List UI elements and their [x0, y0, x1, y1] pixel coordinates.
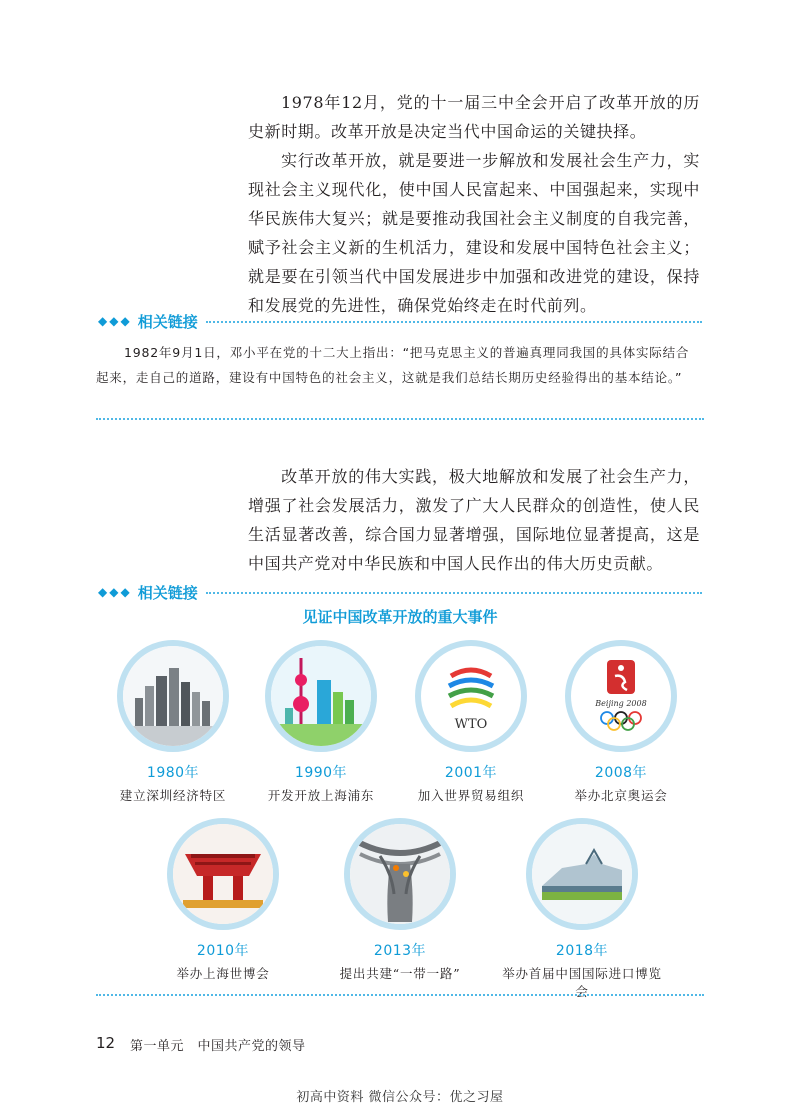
event-caption: 举办北京奥运会 [574, 788, 668, 803]
event-caption: 举办上海世博会 [176, 966, 270, 981]
related-link-title: 相关链接 [137, 312, 198, 331]
paragraph-1: 1978年12月，党的十一届三中全会开启了改革开放的历史新时期。改革开放是决定当代中国命运的关键抉择。 [248, 93, 700, 141]
event-year: 1980年 [146, 765, 200, 781]
page-number: 12 [96, 1034, 116, 1052]
shenzhen-skyline-icon [117, 640, 229, 752]
dotted-divider [206, 592, 702, 594]
event-2013 [315, 818, 485, 982]
event-2010 [138, 818, 308, 982]
beijing-olympics-logo-icon [565, 640, 677, 752]
watermark-text: 初高中资料 微信公众号：优之习屋 [296, 1090, 504, 1105]
related-link-title: 相关链接 [137, 583, 198, 602]
event-1990 [236, 640, 406, 804]
event-caption: 建立深圳经济特区 [119, 788, 227, 803]
wto-label: WTO [454, 717, 488, 732]
event-year: 2008年 [594, 765, 648, 781]
event-caption: 开发开放上海浦东 [267, 788, 375, 803]
event-year: 1990年 [294, 765, 348, 781]
event-2001 [386, 640, 556, 804]
dotted-divider [206, 321, 702, 323]
event-year: 2010年 [196, 943, 250, 959]
event-caption: 加入世界贸易组织 [417, 788, 525, 803]
china-pavilion-icon [167, 818, 279, 930]
dotted-rule [96, 994, 704, 996]
event-2008 [536, 640, 706, 804]
events-title: 见证中国改革开放的重大事件 [302, 608, 498, 626]
event-year: 2001年 [444, 765, 498, 781]
related-link-header-1 [98, 309, 702, 333]
related-link-header-2 [98, 580, 702, 604]
event-caption: 举办首届中国国际进口博览会 [502, 966, 662, 999]
diamond-bullets-icon: ◆◆◆ [98, 585, 132, 599]
event-1980 [88, 640, 258, 804]
olympic-label: Beijing 2008 [595, 699, 647, 708]
paragraph-2: 实行改革开放，就是要进一步解放和发展社会生产力，实现社会主义现代化，使中国人民富起来、中国强起来，实现中华民族伟大复兴；就是要推动我国社会主义制度的自我完善，赋予社会主义新的生机活力，建设和发展中国特色社会主义；就是要在引领当代中国发展进步中加强和改进党的建设，保持和发展党的先进性，确保党始终走在时代前列。 [248, 151, 700, 315]
wto-logo-icon [415, 640, 527, 752]
expo-center-icon [526, 818, 638, 930]
event-year: 2013年 [373, 943, 427, 959]
paragraph-3: 改革开放的伟大实践，极大地解放和发展了社会生产力，增强了社会发展活力，激发了广大人民群众的创造性，使人民生活显著改善，综合国力显著增强，国际地位显著提高，这是中国共产党对中华民族和中国人民作出的伟大历史贡献。 [248, 467, 700, 573]
pudong-skyline-icon [265, 640, 377, 752]
section-title: 第一单元 中国共产党的领导 [130, 1039, 306, 1054]
belt-road-sculpture-icon [344, 818, 456, 930]
deng-quote: 1982年9月1日，邓小平在党的十二大上指出：“把马克思主义的普遍真理同我国的具体实际结合起来，走自己的道路，建设有中国特色的社会主义，这就是我们总结长期历史经验得出的基本结论。” [96, 345, 690, 385]
diamond-bullets-icon: ◆◆◆ [98, 314, 132, 328]
event-year: 2018年 [555, 943, 609, 959]
event-2018 [497, 818, 667, 1000]
event-caption: 提出共建“一带一路” [339, 966, 461, 981]
dotted-rule [96, 418, 704, 420]
